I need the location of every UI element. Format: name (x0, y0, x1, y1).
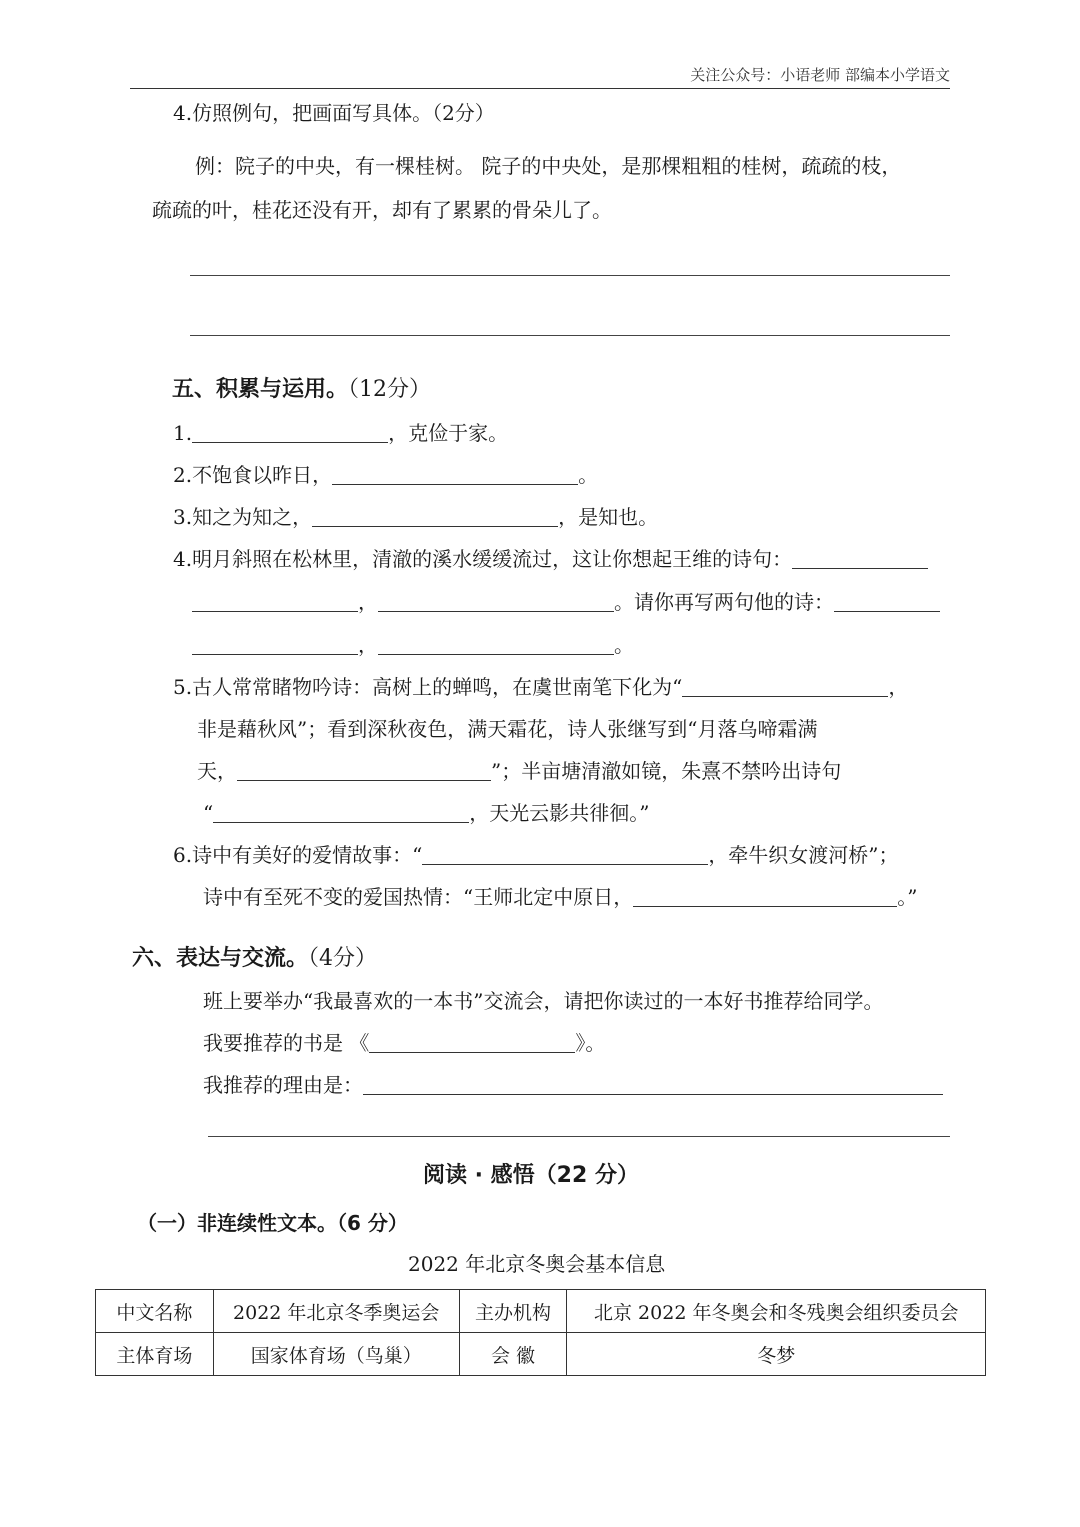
s5-q6-blank-2[interactable] (633, 886, 897, 907)
s5-q1 (173, 420, 508, 446)
s5-q4-line2 (192, 589, 940, 615)
header-rule (130, 88, 950, 89)
s5-q4-line1 (173, 546, 928, 572)
answer-line-1[interactable] (190, 275, 950, 276)
reading-subsection-title: （一）非连续性文本。（6 分） (137, 1211, 408, 1235)
s5-q1-after: ，克俭于家。 (388, 421, 509, 445)
s5-q4-blank-3[interactable] (378, 591, 614, 612)
section-6-heading (132, 941, 377, 972)
s5-q5-blank-3[interactable] (213, 802, 469, 823)
s5-q2-after: 。 (578, 463, 599, 487)
s5-q5-text-4a: “ (203, 801, 214, 825)
table-cell: 国家体育场（鸟巢） (213, 1333, 459, 1376)
s5-q6-text-1b: ，牵牛织女渡河桥”； (708, 843, 899, 867)
table-cell: 主体育场 (96, 1333, 214, 1376)
s5-q3-after: ，是知也。 (558, 505, 659, 529)
section-6-title: 六、表达与交流。 (132, 946, 309, 971)
s5-q4-end: 。 (614, 633, 634, 657)
section-6-points: （4分） (308, 946, 378, 971)
s5-q4-blank-5[interactable] (192, 634, 358, 655)
s5-q3-before: 3.知之为知之， (173, 505, 313, 529)
page-header-text: 关注公众号：小语老师 部编本小学语文 (690, 66, 950, 84)
info-table (95, 1289, 986, 1376)
s5-q5-text-1-end: ， (888, 675, 909, 699)
answer-line-2[interactable] (190, 335, 950, 336)
s5-q4-blank-4[interactable] (834, 591, 940, 612)
s5-q5-text-3b: ”；半亩塘清澈如镜，朱熹不禁吟出诗句 (491, 759, 842, 783)
reason-label: 我推荐的理由是： (203, 1073, 363, 1097)
section-5-title: 五、积累与运用。 (172, 377, 349, 402)
reason-blank-1[interactable] (363, 1074, 943, 1095)
s5-q2-blank[interactable] (332, 464, 578, 485)
s5-q4-blank-6[interactable] (378, 634, 614, 655)
s5-q3-blank[interactable] (312, 506, 558, 527)
s5-q1-number: 1. (173, 421, 193, 445)
book-recommend-line (203, 1030, 605, 1056)
reason-blank-2[interactable] (208, 1136, 950, 1137)
table-row (96, 1290, 986, 1333)
table-row (96, 1333, 986, 1376)
s5-q4-blank-2[interactable] (192, 591, 358, 612)
table-cell: 北京 2022 年冬奥会和冬残奥会组织委员会 (567, 1290, 986, 1333)
table-cell: 会 徽 (459, 1333, 567, 1376)
s5-q1-blank[interactable] (192, 422, 388, 443)
s5-q4-comma-2: ， (358, 633, 378, 657)
reading-section-title: 阅读 · 感悟（22 分） (423, 1163, 639, 1188)
table-cell: 2022 年北京冬季奥运会 (213, 1290, 459, 1333)
s5-q5-text-3a: 天， (197, 759, 237, 783)
section-5-heading (172, 372, 431, 403)
reason-line (203, 1072, 943, 1098)
book-label-end: 》。 (575, 1031, 606, 1055)
s5-q5-line3 (197, 758, 841, 784)
s5-q5-line2: 非是藉秋风”；看到深秋夜色，满天霜花，诗人张继写到“月落乌啼霜满 (197, 717, 818, 741)
s5-q5-blank-1[interactable] (682, 676, 888, 697)
s5-q5-blank-2[interactable] (237, 760, 491, 781)
s5-q6-text-1a: 6.诗中有美好的爱情故事：“ (173, 843, 423, 867)
section-5-points: （12分） (348, 377, 432, 402)
s5-q4-blank-1[interactable] (792, 548, 928, 569)
example-line-2: 疏疏的叶，桂花还没有开，却有了累累的骨朵儿了。 (152, 198, 612, 222)
s5-q4-comma: ， (358, 590, 378, 614)
s5-q6-text-2a: 诗中有至死不变的爱国热情：“王师北定中原日， (203, 885, 634, 909)
s5-q6-line2 (203, 884, 917, 910)
s5-q5-line1 (173, 674, 908, 700)
table-caption: 2022 年北京冬奥会基本信息 (408, 1252, 666, 1276)
s5-q5-text-1: 5.古人常常睹物吟诗：高树上的蝉鸣，在虞世南笔下化为“ (173, 675, 683, 699)
table-cell: 冬梦 (567, 1333, 986, 1376)
book-title-blank[interactable] (369, 1032, 575, 1053)
table-cell: 主办机构 (459, 1290, 567, 1333)
s5-q2-before: 2.不饱食以昨日， (173, 463, 333, 487)
example-line-1: 例：院子的中央，有一棵桂树。 院子的中央处，是那棵粗粗的桂树，疏疏的枝， (195, 154, 902, 178)
s5-q2 (173, 462, 598, 488)
table-cell: 中文名称 (96, 1290, 214, 1333)
book-label: 我要推荐的书是 《 (203, 1031, 370, 1055)
s5-q6-text-2b: 。” (897, 885, 918, 909)
s5-q4-text: 4.明月斜照在松林里，清澈的溪水缓缓流过，这让你想起王维的诗句： (173, 547, 793, 571)
s5-q4-mid: 。请你再写两句他的诗： (614, 590, 834, 614)
s5-q5-text-4b: ，天光云影共徘徊。” (469, 801, 650, 825)
question-4-prompt: 4.仿照例句，把画面写具体。（2分） (173, 101, 495, 125)
s5-q4-line3 (192, 632, 634, 658)
s5-q3 (173, 504, 658, 530)
section-6-intro: 班上要举办“我最喜欢的一本书”交流会，请把你读过的一本好书推荐给同学。 (203, 989, 884, 1013)
s5-q6-line1 (173, 842, 899, 868)
s5-q6-blank-1[interactable] (422, 844, 708, 865)
s5-q5-line4 (203, 800, 649, 826)
